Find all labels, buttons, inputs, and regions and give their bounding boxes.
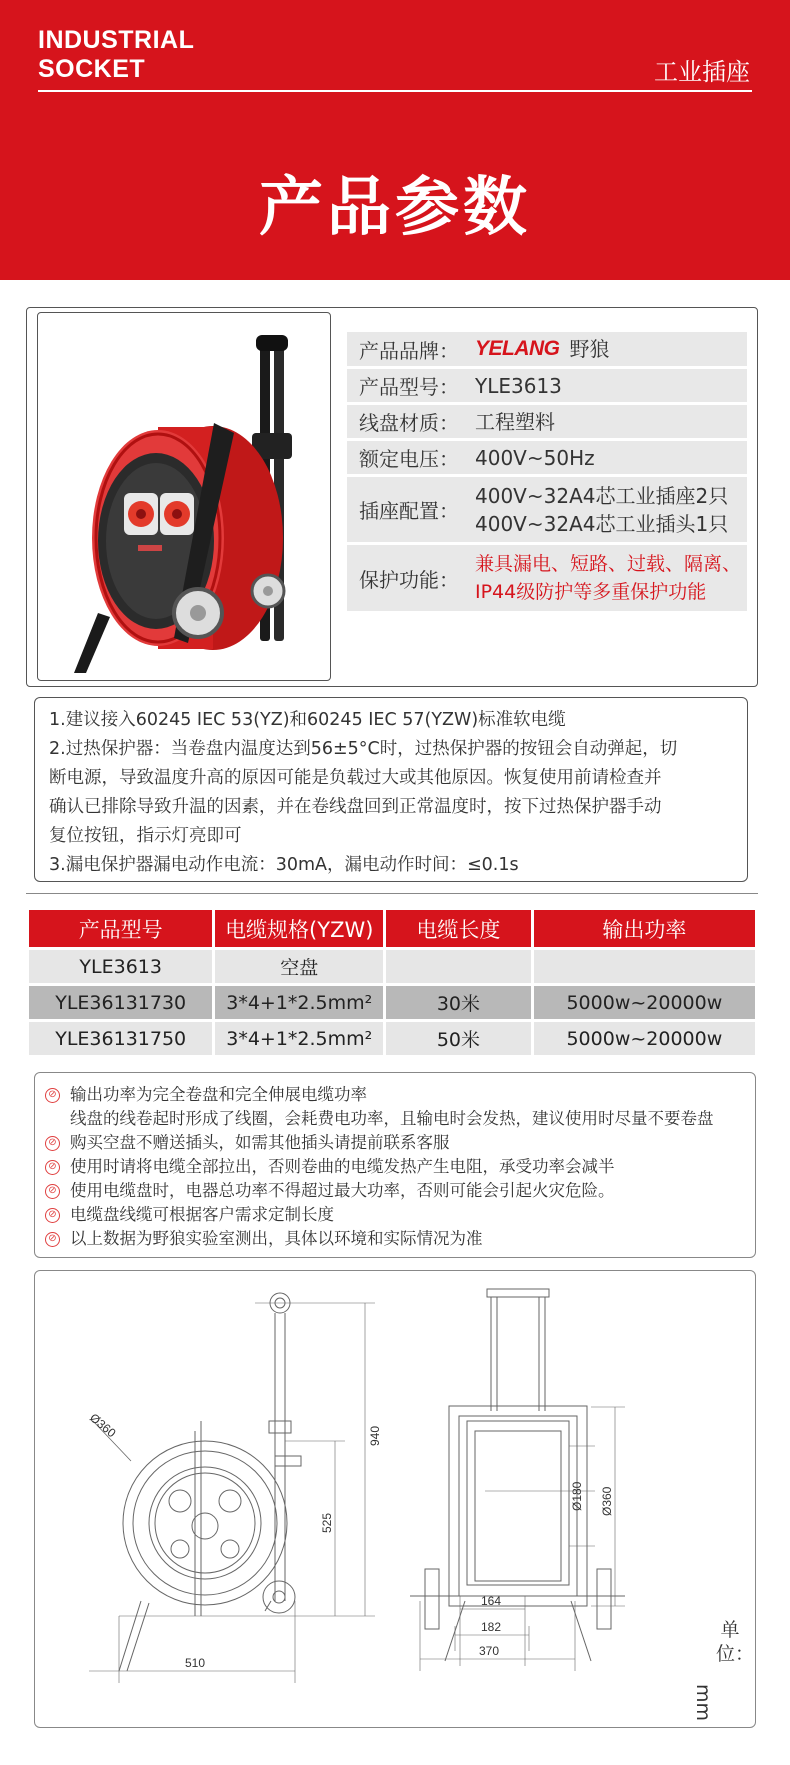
dim-outer-diameter-label: Ø360	[600, 1486, 614, 1516]
spec-value: 400V~32A4芯工业插座2只	[475, 483, 729, 508]
spec-value: IP44级防护等多重保护功能	[475, 581, 707, 603]
tip-item: ⊘ 使用时请将电缆全部拉出，否则卷曲的电缆发热产生电阻，承受功率会减半	[45, 1155, 745, 1179]
spec-value: 400V~32A4芯工业插头1只	[475, 511, 729, 536]
page-title: 产品参数	[259, 171, 531, 245]
dim-depth-label: 510	[185, 1656, 206, 1670]
table-header: 电缆规格(YZW)	[215, 910, 383, 947]
spec-label: 保护功能：	[359, 567, 459, 592]
table-header: 电缆长度	[386, 910, 531, 947]
dim-width-370-label: 370	[479, 1644, 500, 1658]
category-label: 工业插座	[654, 58, 750, 86]
note-line: 复位按钮，指示灯亮即可	[49, 826, 242, 846]
tip-item-continuation: 线盘的线卷起时形成了线圈，会耗费电功率，且输电时会发热，建议使用时尽量不要卷盘	[70, 1109, 714, 1128]
spec-value: 兼具漏电、短路、过载、隔离、	[475, 553, 742, 575]
table-cell: YLE36131750	[29, 1022, 212, 1055]
notes-card	[34, 697, 748, 882]
unit-value: mm	[692, 1684, 714, 1722]
header-divider	[38, 90, 752, 92]
dimension-drawing	[34, 1270, 756, 1728]
spec-card	[26, 307, 758, 687]
tip-item: ⊘ 输出功率为完全卷盘和完全伸展电缆功率	[45, 1083, 745, 1107]
brand-logo: YELANG	[475, 337, 560, 360]
spec-label: 线盘材质：	[359, 411, 459, 435]
table-cell: 3*4+1*2.5mm²	[215, 986, 383, 1019]
note-line: 断电源，导致温度升高的原因可能是负载过大或其他原因。恢复使用前请检查并	[49, 768, 662, 788]
dim-height-axis-label: 525	[320, 1512, 334, 1533]
table-cell	[386, 950, 531, 983]
spec-value: 400V~50Hz	[475, 445, 595, 470]
dim-inner-diameter-label: Ø180	[570, 1481, 584, 1511]
tips-card	[34, 1072, 756, 1258]
table-cell	[534, 950, 755, 983]
table-header: 产品型号	[29, 910, 212, 947]
prohibit-icon: ⊘	[45, 1208, 60, 1223]
section-divider	[26, 893, 758, 894]
front-view	[410, 1289, 625, 1671]
brand-name-english: INDUSTRIAL SOCKET	[38, 26, 195, 83]
prohibit-icon: ⊘	[45, 1232, 60, 1247]
spec-row-protection	[347, 545, 747, 611]
prohibit-icon: ⊘	[45, 1136, 60, 1151]
table-cell: 30米	[386, 986, 531, 1019]
tip-item: ⊘ 以上数据为野狼实验室测出，具体以环境和实际情况为准	[45, 1227, 745, 1251]
tip-item: ⊘ 电缆盘线缆可根据客户需求定制长度	[45, 1203, 745, 1227]
spec-label: 插座配置：	[359, 499, 459, 523]
dim-height-total-label: 940	[368, 1425, 382, 1446]
side-view	[89, 1293, 375, 1683]
note-line: 确认已排除导致升温的因素，并在卷线盘回到正常温度时，按下过热保护器手动	[49, 797, 662, 817]
note-line: 1.建议接入60245 IEC 53(YZ)和60245 IEC 57(YZW)标准软电缆	[49, 710, 566, 730]
tip-item: ⊘ 购买空盘不赠送插头，如需其他插头请提前联系客服	[45, 1131, 745, 1155]
unit-label: 单位：	[716, 1619, 755, 1665]
table-cell: 5000w~20000w	[534, 986, 755, 1019]
spec-row-socket	[347, 477, 747, 542]
spec-row-brand	[347, 332, 747, 366]
table-cell: YLE3613	[29, 950, 212, 983]
technical-drawing	[35, 1271, 756, 1728]
table-row	[29, 1022, 755, 1055]
hero-banner	[0, 0, 790, 280]
table-cell: 空盘	[215, 950, 383, 983]
prohibit-icon: ⊘	[45, 1088, 60, 1103]
spec-label: 额定电压：	[359, 447, 459, 471]
table-header-row	[29, 910, 755, 947]
product-photo	[37, 312, 331, 681]
spec-value: 工程塑料	[475, 409, 555, 434]
spec-row-voltage	[347, 441, 747, 474]
dim-width-164-label: 164	[481, 1594, 502, 1608]
prohibit-icon: ⊘	[45, 1184, 60, 1199]
dim-width-182-label: 182	[481, 1620, 502, 1634]
spec-row-model	[347, 369, 747, 402]
table-cell: YLE36131730	[29, 986, 212, 1019]
model-table	[26, 907, 758, 1058]
note-line: 2.过热保护器：当卷盘内温度达到56±5°C时，过热保护器的按钮会自动弹起，切	[49, 739, 678, 759]
spec-row-material	[347, 405, 747, 438]
dim-diameter-label: Ø360	[87, 1410, 119, 1441]
note-line: 3.漏电保护器漏电动作电流：30mA，漏电动作时间：≤0.1s	[49, 855, 519, 875]
table-cell: 5000w~20000w	[534, 1022, 755, 1055]
spec-label: 产品型号：	[359, 375, 459, 399]
table-row	[29, 950, 755, 983]
spec-list	[347, 332, 747, 614]
cable-reel-illustration	[38, 313, 331, 681]
spec-value: YLE3613	[475, 373, 562, 398]
tip-item: ⊘ 使用电缆盘时，电器总功率不得超过最大功率，否则可能会引起火灾危险。	[45, 1179, 745, 1203]
spec-value: 野狼	[569, 337, 610, 361]
table-cell: 50米	[386, 1022, 531, 1055]
table-header: 输出功率	[534, 910, 755, 947]
table-row	[29, 986, 755, 1019]
table-cell: 3*4+1*2.5mm²	[215, 1022, 383, 1055]
spec-label: 产品品牌：	[359, 338, 459, 363]
prohibit-icon: ⊘	[45, 1160, 60, 1175]
